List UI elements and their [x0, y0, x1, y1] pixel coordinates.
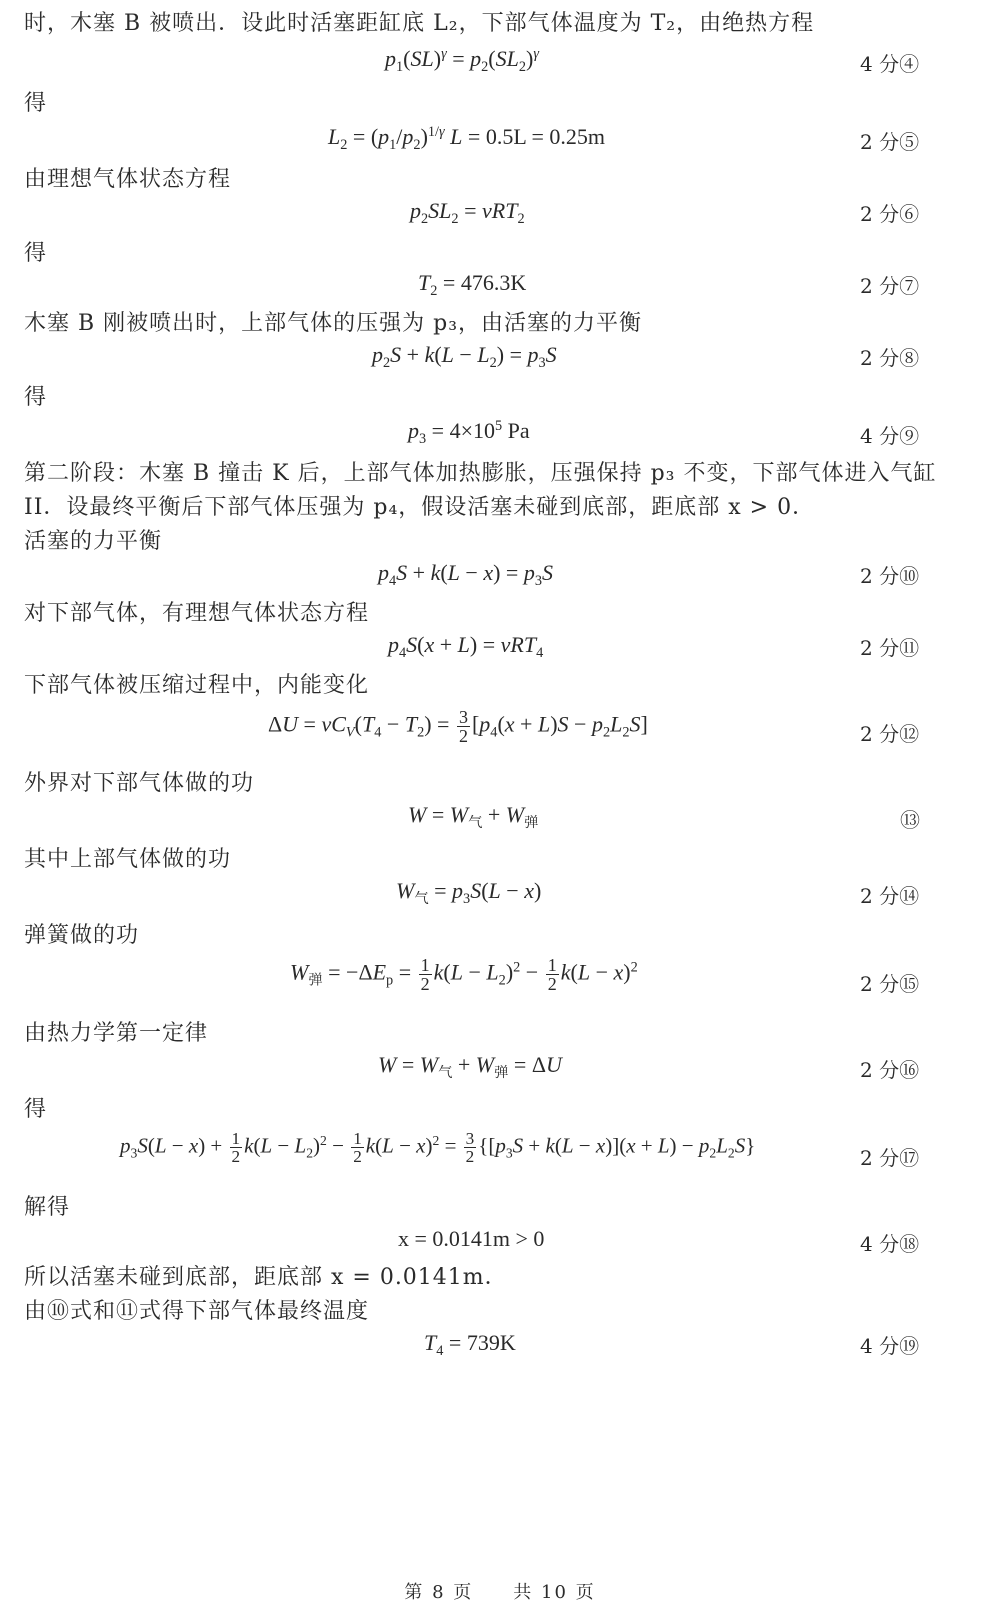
equation-11: $p_4S(x + L) = \nu RT_4$ — [388, 632, 544, 661]
score-17: 2 分⑰ — [860, 1146, 920, 1170]
equation-14: $W_气 = p_3S(L - x)$ — [396, 878, 542, 907]
text-line-4: 得 — [24, 241, 48, 266]
score-19: 4 分⑲ — [860, 1334, 920, 1358]
equation-15: $W_弹 = -\Delta E_p$ = $\frac{1}{2}$ $k(L - L_2)^2$ − $\frac{1}{2}$ $k(L - x)^2$ — [290, 955, 638, 995]
equation-9-unit: Pa — [507, 418, 530, 443]
equation-5-rhs: = 0.5L = 0.25m — [467, 124, 605, 149]
equation-19-rhs: = 739K — [448, 1330, 516, 1355]
equation-18: x = 0.0141m > 0 — [398, 1226, 545, 1251]
text-line-3: 由理想气体状态方程 — [24, 167, 232, 192]
equation-6: $p_2SL_2 = \nu RT_2$ — [410, 198, 525, 227]
text-line-13: 其中上部气体做的功 — [24, 847, 232, 872]
score-16: 2 分⑯ — [860, 1058, 920, 1082]
text-line-12: 外界对下部气体做的功 — [24, 771, 255, 796]
text-line-15: 由热力学第一定律 — [24, 1021, 209, 1046]
text-line-8: II．设最终平衡后下部气体压强为 p₄，假设活塞未碰到底部，距底部 x > 0． — [24, 495, 816, 520]
equation-16: $W = W_气 + W_弹 = \Delta U$ — [378, 1052, 562, 1081]
equation-19: $T_4 = 739K$ — [424, 1330, 516, 1359]
equation-7: $T_2 = 476.3K$ — [418, 270, 527, 299]
text-line-9: 活塞的力平衡 — [24, 529, 163, 554]
score-14: 2 分⑭ — [860, 884, 920, 908]
score-15: 2 分⑮ — [860, 972, 920, 996]
score-7: 2 分⑦ — [860, 274, 920, 298]
equation-9: $p_3 = 4\times 10^5$ Pa — [408, 418, 530, 447]
equation-7-rhs: = 476.3K — [442, 270, 527, 295]
text-line-19: 由⑩式和⑪式得下部气体最终温度 — [24, 1299, 370, 1324]
score-10: 2 分⑩ — [860, 564, 920, 588]
page-footer: 第 8 页 共 10 页 — [404, 1582, 596, 1603]
text-line-2: 得 — [24, 91, 48, 116]
text-line-10: 对下部气体，有理想气体状态方程 — [24, 601, 370, 626]
equation-9-rhs: = 4×10 — [431, 418, 495, 443]
score-5: 2 分⑤ — [860, 130, 920, 154]
score-6: 2 分⑥ — [860, 202, 920, 226]
score-18: 4 分⑱ — [860, 1232, 920, 1256]
equation-10: $p_4S + k(L - x) = p_3S$ — [378, 560, 553, 589]
score-4: 4 分④ — [860, 52, 920, 76]
text-line-18: 所以活塞未碰到底部，距底部 x = 0.0141m． — [24, 1265, 508, 1290]
equation-4: $p_1(SL)^\gamma = p_2(SL_2)^\gamma$ — [385, 46, 539, 75]
score-11: 2 分⑪ — [860, 636, 920, 660]
text-line-5: 木塞 B 刚被喷出时，上部气体的压强为 p₃，由活塞的力平衡 — [24, 311, 643, 336]
equation-5: $L_2 = (p_1/p_2)^{1/\gamma}$ L = 0.5L = 0.25m — [328, 124, 605, 153]
text-line-17: 解得 — [24, 1195, 71, 1220]
score-8: 2 分⑧ — [860, 346, 920, 370]
score-9: 4 分⑨ — [860, 424, 920, 448]
text-line-6: 得 — [24, 385, 48, 410]
score-12: 2 分⑫ — [860, 722, 920, 746]
equation-12: $\Delta U = \nu C_V(T_4 - T_2)$ = $\frac{3}{2}$ $[p_4(x + L)S - p_2L_2S]$ — [268, 707, 648, 747]
text-line-14: 弹簧做的功 — [24, 923, 140, 948]
text-line-11: 下部气体被压缩过程中，内能变化 — [24, 673, 370, 698]
text-line-1: 时，木塞 B 被喷出．设此时活塞距缸底 L₂，下部气体温度为 T₂，由绝热方程 — [24, 11, 815, 36]
text-line-7: 第二阶段：木塞 B 撞击 K 后，上部气体加热膨胀，压强保持 p₃ 不变，下部气体进入气缸 — [24, 461, 937, 486]
equation-8: $p_2S + k(L - L_2) = p_3S$ — [372, 342, 557, 371]
equation-13: $W = W_气 + W_弹$ — [408, 802, 539, 831]
score-13: ⑬ — [900, 808, 920, 832]
equation-17: $p_3S(L - x)$ + $\frac{1}{2}$ $k(L - L_2)^2$ − $\frac{1}{2}$ $k(L - x)^2$ = $\frac{3}{2}$ $\{[p_3S + k(L - x)](x + L) - p_2L_2S\}$ — [120, 1129, 756, 1167]
text-line-16: 得 — [24, 1097, 48, 1122]
